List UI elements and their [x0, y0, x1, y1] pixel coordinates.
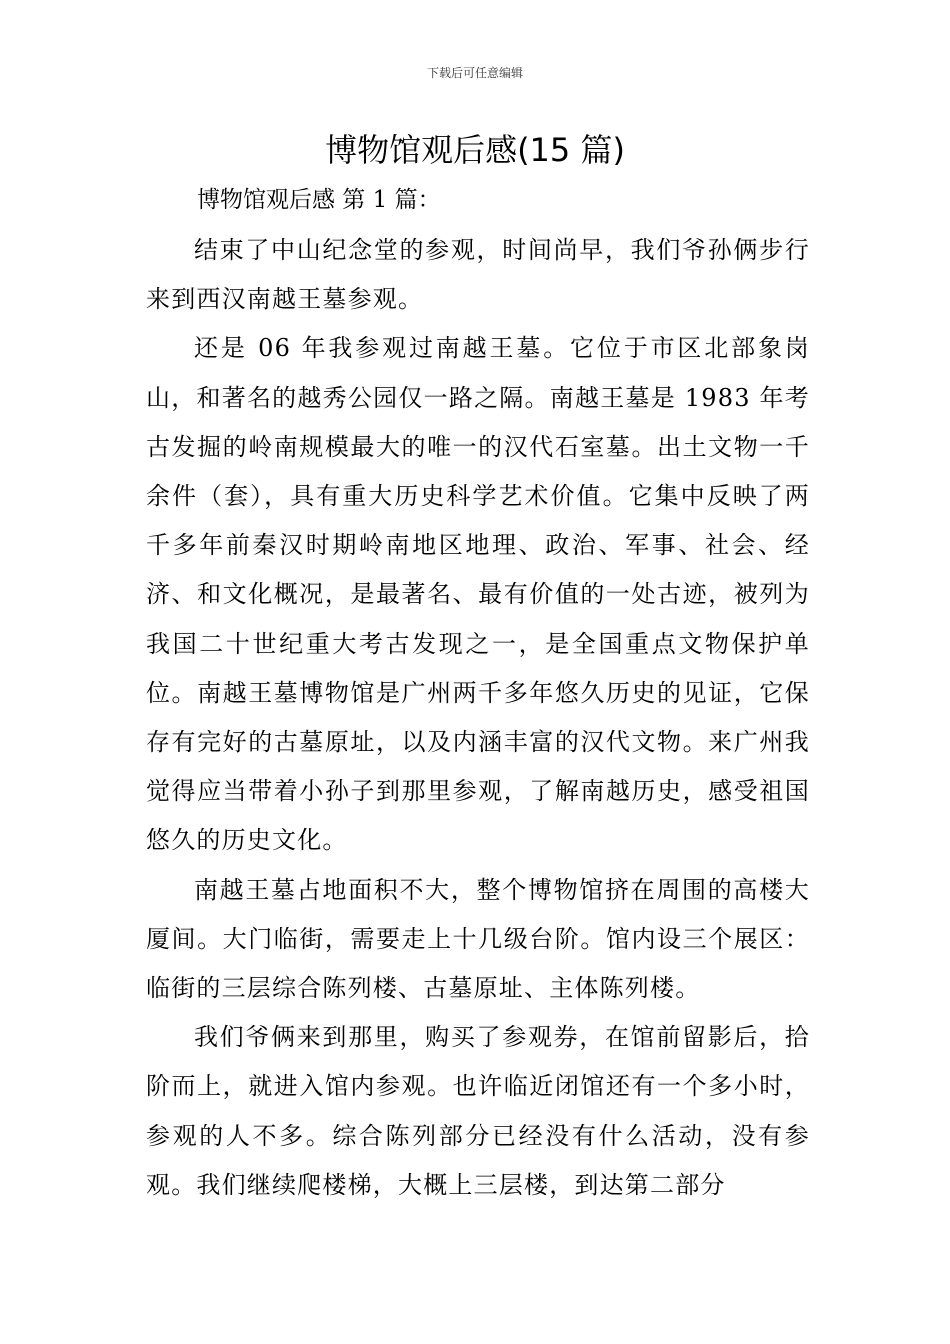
paragraph-1: 结束了中山纪念堂的参观，时间尚早，我们爷孙俩步行来到西汉南越王墓参观。: [146, 236, 810, 314]
header-note: 下载后可任意编辑: [426, 66, 523, 80]
paragraph-4: 我们爷俩来到那里，购买了参观券，在馆前留影后，拾阶而上，就进入馆内参观。也许临近闭馆还有一个多小时，参观的人不多。综合陈列部分已经没有什么活动，没有参观。我们继续爬楼梯，大概上三层楼，到达第二部分: [146, 1023, 810, 1199]
document-title: 博物馆观后感(15 篇): [325, 131, 625, 169]
section-heading: 博物馆观后感 第 1 篇：: [197, 187, 441, 213]
paragraph-3: 南越王墓占地面积不大，整个博物馆挤在周围的高楼大厦间。大门临街，需要走上十几级台阶。馆内设三个展区：临街的三层综合陈列楼、古墓原址、主体陈列楼。: [146, 875, 810, 1003]
paragraph-2: 还是 06 年我参观过南越王墓。它位于市区北部象岗山，和著名的越秀公园仅一路之隔。南越王墓是 1983 年考古发掘的岭南规模最大的唯一的汉代石室墓。出土文物一千余件（套），具有重大历史科学艺术价值。它集中反映了两千多年前秦汉时期岭南地区地理、政治、军事、社会、经济、和文化概况，是最著名、最有价值的一处古迹，被列为我国二十世纪重大考古发现之一，是全国重点文物保护单位。南越王墓博物馆是广州两千多年悠久历史的见证，它保存有完好的古墓原址，以及内涵丰富的汉代文物。来广州我觉得应当带着小孙子到那里参观，了解南越历史，感受祖国悠久的历史文化。: [146, 334, 810, 855]
body-text: [146, 226, 810, 1210]
